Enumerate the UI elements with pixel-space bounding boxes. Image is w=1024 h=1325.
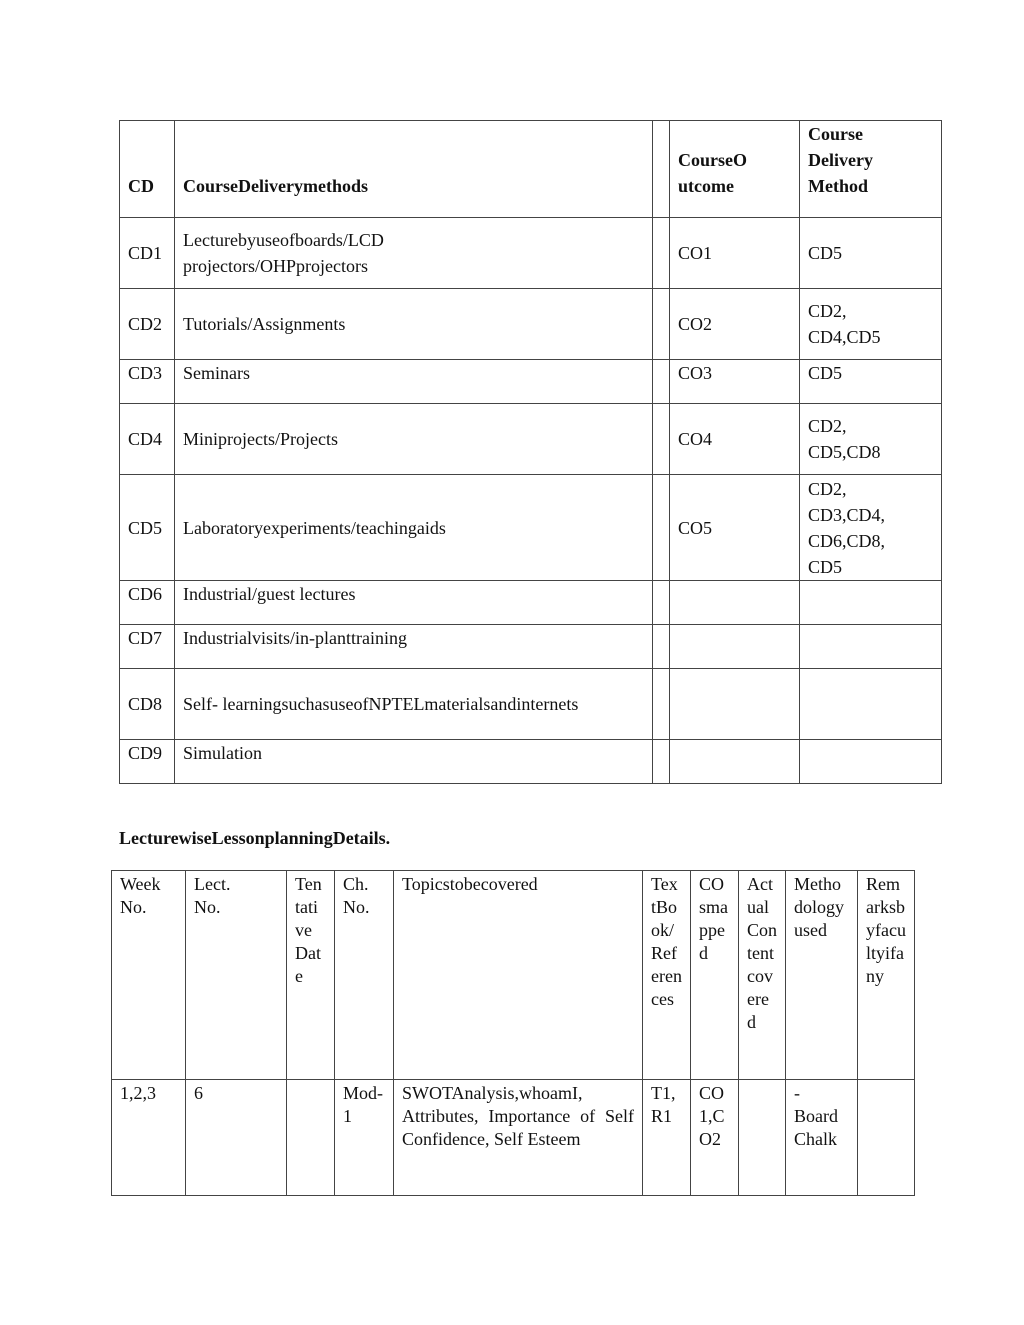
header-tentative-date: Tentative Date	[287, 871, 335, 1080]
lesson-topics: SWOTAnalysis,whoamI, Attributes, Importance of Self Confidence, Self Esteem	[394, 1080, 643, 1196]
cd-code: CD4	[120, 404, 175, 475]
cd-delivery: CD2, CD3,CD4, CD6,CD8, CD5	[800, 475, 942, 581]
table-row	[120, 740, 942, 784]
lesson-chapter: Mod-1	[335, 1080, 394, 1196]
table-row	[112, 1080, 915, 1196]
header-methods: CourseDeliverymethods	[175, 121, 653, 218]
cd-delivery: CD2, CD4,CD5	[800, 289, 942, 360]
cd-code: CD5	[120, 475, 175, 581]
cd-method-text: Laboratoryexperiments/teachingaids	[175, 475, 653, 581]
cd-method-text: Simulation	[175, 740, 653, 784]
lesson-date	[287, 1080, 335, 1196]
table-row	[120, 404, 942, 475]
header-delivery-method: Course Delivery Method	[800, 121, 942, 218]
header-week: Week No.	[112, 871, 186, 1080]
cd-method-text: Self- learningsuchasuseofNPTELmaterialsandinternets	[175, 669, 653, 740]
cd-code: CD1	[120, 218, 175, 289]
cd-outcome: CO1	[670, 218, 800, 289]
cd-outcome: CO4	[670, 404, 800, 475]
cd-delivery	[800, 581, 942, 625]
cd-method-text: Miniprojects/Projects	[175, 404, 653, 475]
cd-code: CD9	[120, 740, 175, 784]
lesson-cos-mapped: CO1,CO2	[691, 1080, 739, 1196]
cd-method-text: Seminars	[175, 360, 653, 404]
course-delivery-table	[119, 120, 942, 784]
table-row	[120, 475, 942, 581]
header-lect: Lect. No.	[186, 871, 287, 1080]
cd-code: CD6	[120, 581, 175, 625]
cd-delivery	[800, 625, 942, 669]
cd-outcome	[670, 740, 800, 784]
header-textbook: TextBook/References	[643, 871, 691, 1080]
header-remarks: Remarksbyfacultyifany	[858, 871, 915, 1080]
cd-method-text: Industrialvisits/in-planttraining	[175, 625, 653, 669]
cd-header-row	[120, 121, 942, 218]
cd-delivery: CD5	[800, 360, 942, 404]
lesson-header-row	[112, 871, 915, 1080]
table-row	[120, 289, 942, 360]
cd-method-text: Lecturebyuseofboards/LCD projectors/OHPprojectors	[175, 218, 653, 289]
cd-outcome	[670, 625, 800, 669]
lesson-remarks	[858, 1080, 915, 1196]
header-topics: Topicstobecovered	[394, 871, 643, 1080]
lesson-actual	[739, 1080, 786, 1196]
cd-code: CD3	[120, 360, 175, 404]
lesson-methodology: - Board Chalk	[786, 1080, 858, 1196]
lesson-lect: 6	[186, 1080, 287, 1196]
cd-delivery: CD2, CD5,CD8	[800, 404, 942, 475]
cd-outcome: CO5	[670, 475, 800, 581]
lesson-week: 1,2,3	[112, 1080, 186, 1196]
lesson-textbook: T1, R1	[643, 1080, 691, 1196]
cd-outcome	[670, 581, 800, 625]
table-row	[120, 581, 942, 625]
header-actual-content: ActualContentcovered	[739, 871, 786, 1080]
table-row	[120, 625, 942, 669]
cd-method-text: Tutorials/Assignments	[175, 289, 653, 360]
table-row	[120, 218, 942, 289]
cd-delivery: CD5	[800, 218, 942, 289]
cd-code: CD8	[120, 669, 175, 740]
header-outcome: CourseO utcome	[670, 121, 800, 218]
header-methodology: Methodology used	[786, 871, 858, 1080]
header-ch: Ch. No.	[335, 871, 394, 1080]
cd-code: CD2	[120, 289, 175, 360]
cd-outcome	[670, 669, 800, 740]
table-row	[120, 669, 942, 740]
cd-outcome: CO3	[670, 360, 800, 404]
cd-delivery	[800, 740, 942, 784]
lesson-planning-heading: LecturewiseLessonplanningDetails.	[119, 828, 391, 848]
cd-method-text: Industrial/guest lectures	[175, 581, 653, 625]
table-row	[120, 360, 942, 404]
cd-delivery	[800, 669, 942, 740]
lesson-planning-table	[111, 870, 915, 1196]
header-blank	[653, 121, 670, 218]
cd-code: CD7	[120, 625, 175, 669]
header-cos-mapped: COsmapped	[691, 871, 739, 1080]
header-cd: CD	[120, 121, 175, 218]
cd-outcome: CO2	[670, 289, 800, 360]
